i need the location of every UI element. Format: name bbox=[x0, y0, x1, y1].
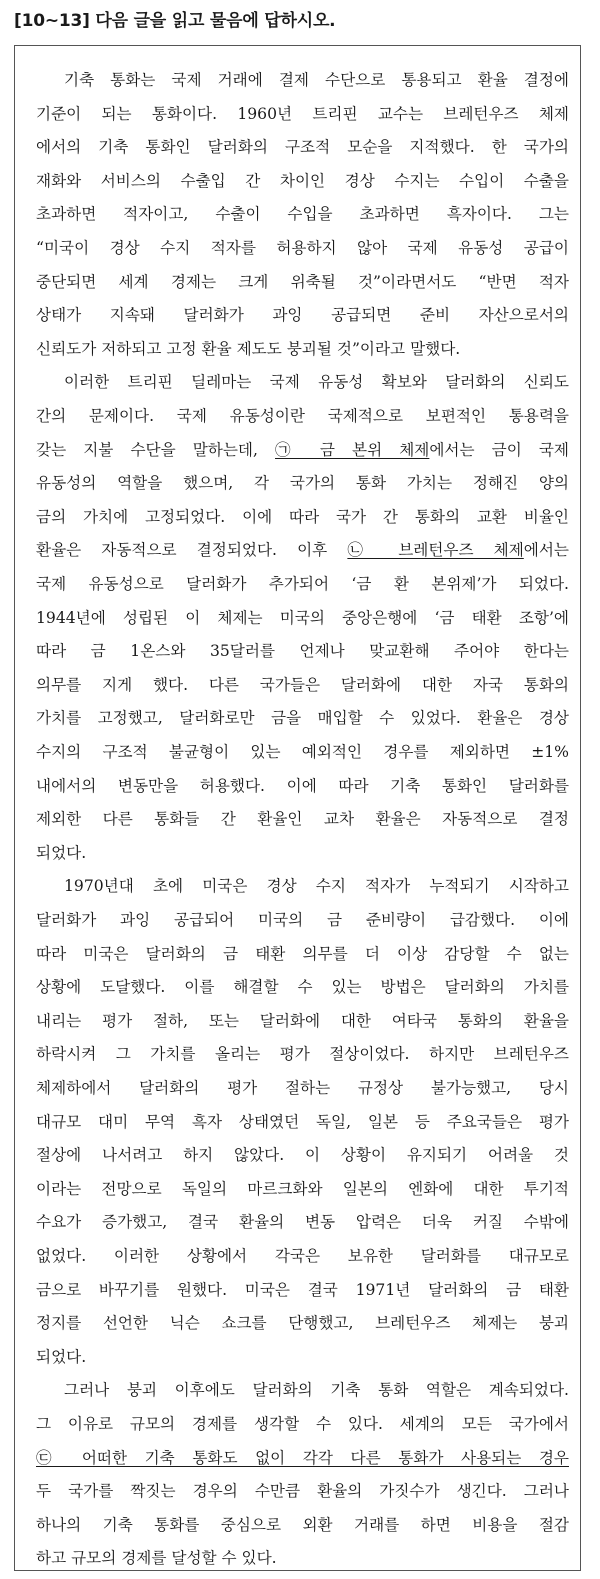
passage-line: 대규모 대미 무역 흑자 상태였던 독일, 일본 등 주요국들은 평가 bbox=[36, 1112, 569, 1131]
passage-line: 유동성의 역할을 했으며, 각 국가의 통화 가치는 정해진 양의 bbox=[36, 474, 569, 493]
passage-line: 상황에 도달했다. 이를 해결할 수 있는 방법은 달러화의 가치를 bbox=[36, 978, 569, 997]
passage-line: 금으로 바꾸기를 원했다. 미국은 결국 1971년 달러화의 금 태환 bbox=[36, 1280, 569, 1299]
passage-line: 체제하에서 달러화의 평가 절하는 규정상 불가능했고, 당시 bbox=[36, 1079, 569, 1097]
passage-line: 내에서의 변동만을 허용했다. 이에 따라 기축 통화인 달러화를 bbox=[36, 776, 569, 795]
passage-line: 환율은 자동적으로 결정되었다. 이후 ㉡ 브레턴우즈 체제에서는 bbox=[36, 541, 569, 560]
passage-line: 이러한 트리핀 딜레마는 국제 유동성 확보와 달러화의 신뢰도 bbox=[64, 373, 569, 392]
passage-line: 하고 규모의 경제를 달성할 수 있다. bbox=[36, 1549, 277, 1568]
passage-line: 국제 유동성으로 달러화가 추가되어 ‘금 환 본위제’가 되었다. bbox=[36, 575, 569, 593]
passage-line: 갖는 지불 수단을 말하는데, ㉠ 금 본위 체제에서는 금이 국제 bbox=[36, 440, 569, 459]
underlined-phrase: ㉡ 브레턴우즈 체제 bbox=[347, 541, 524, 560]
underlined-phrase: ㉠ 금 본위 체제 bbox=[275, 440, 430, 459]
passage-line: 따라 금 1온스와 35달러를 언제나 맞교환해 주어야 한다는 bbox=[36, 642, 569, 661]
passage-line: 중단되면 세계 경제는 크게 위축될 것”이라면서도 “반면 적자 bbox=[36, 272, 569, 291]
passage-line: 가치를 고정했고, 달러화로만 금을 매입할 수 있었다. 환율은 경상 bbox=[36, 709, 569, 728]
passage-line: 초과하면 적자이고, 수출이 수입을 초과하면 흑자이다. 그는 bbox=[36, 205, 569, 224]
passage-line: 하락시켜 그 가치를 올리는 평가 절상이었다. 하지만 브레턴우즈 bbox=[36, 1045, 569, 1064]
passage-line: 달러화가 과잉 공급되어 미국의 금 준비량이 급감했다. 이에 bbox=[36, 911, 569, 929]
passage-line: 1944년에 성립된 이 체제는 미국의 중앙은행에 ‘금 태환 조항’에 bbox=[36, 608, 569, 627]
passage-line: 수요가 증가했고, 결국 환율의 변동 압력은 더욱 커질 수밖에 bbox=[36, 1213, 569, 1232]
passage-line: 수지의 구조적 불균형이 있는 예외적인 경우를 제외하면 ±1% bbox=[36, 743, 569, 761]
passage-line: 두 국가를 짝짓는 경우의 수만큼 환율의 가짓수가 생긴다. 그러나 bbox=[36, 1482, 569, 1501]
question-header: [10~13] 다음 글을 읽고 물음에 답하시오. bbox=[14, 11, 336, 31]
passage-line: 에서의 기축 통화인 달러화의 구조적 모순을 지적했다. 한 국가의 bbox=[36, 138, 569, 157]
passage-line: 따라 미국은 달러화의 금 태환 의무를 더 이상 감당할 수 없는 bbox=[36, 944, 569, 963]
passage-line: 내리는 평가 절하, 또는 달러화에 대한 여타국 통화의 환율을 bbox=[36, 1011, 569, 1030]
passage-line: 그러나 붕괴 이후에도 달러화의 기축 통화 역할은 계속되었다. bbox=[64, 1381, 569, 1400]
underlined-phrase: ㉢ 어떠한 기축 통화도 없이 각각 다른 통화가 사용되는 경우 bbox=[36, 1448, 569, 1467]
passage-line: 절상에 나서려고 하지 않았다. 이 상황이 유지되기 어려울 것 bbox=[36, 1146, 569, 1165]
passage-line: 그 이유로 규모의 경제를 생각할 수 있다. 세계의 모든 국가에서 bbox=[36, 1415, 569, 1433]
passage-line: 금의 가치에 고정되었다. 이에 따라 국가 간 통화의 교환 비율인 bbox=[36, 507, 569, 526]
passage-line: 제외한 다른 통화들 간 환율인 교차 환율은 자동적으로 결정 bbox=[36, 810, 569, 829]
passage-line: 상태가 지속돼 달러화가 과잉 공급되면 준비 자산으로서의 bbox=[36, 306, 569, 325]
passage-line: 신뢰도가 저하되고 고정 환율 제도도 붕괴될 것”이라고 말했다. bbox=[36, 339, 461, 358]
passage-line: 되었다. bbox=[36, 1347, 87, 1366]
passage-line: 되었다. bbox=[36, 843, 87, 862]
passage-line: 1970년대 초에 미국은 경상 수지 적자가 누적되기 시작하고 bbox=[64, 877, 569, 896]
passage-line: 의무를 지게 했다. 다른 국가들은 달러화에 대한 자국 통화의 bbox=[36, 675, 569, 694]
passage-line: 간의 문제이다. 국제 유동성이란 국제적으로 보편적인 통용력을 bbox=[36, 407, 569, 425]
passage-line: “미국이 경상 수지 적자를 허용하지 않아 국제 유동성 공급이 bbox=[36, 239, 569, 257]
passage-line: 없었다. 이러한 상황에서 각국은 보유한 달러화를 대규모로 bbox=[36, 1247, 569, 1265]
passage-line: 기축 통화는 국제 거래에 결제 수단으로 통용되고 환율 결정에 bbox=[64, 71, 569, 89]
passage-line: 이라는 전망으로 독일의 마르크화와 일본의 엔화에 대한 투기적 bbox=[36, 1179, 569, 1198]
passage-line: 하나의 기축 통화를 중심으로 외환 거래를 하면 비용을 절감 bbox=[36, 1515, 569, 1534]
passage-line: 정지를 선언한 닉슨 쇼크를 단행했고, 브레턴우즈 체제는 붕괴 bbox=[36, 1314, 569, 1333]
passage-line: 기준이 되는 통화이다. 1960년 트리핀 교수는 브레턴우즈 체제 bbox=[36, 104, 569, 123]
passage-line: 재화와 서비스의 수출입 간 차이인 경상 수지는 수입이 수출을 bbox=[36, 171, 569, 190]
passage-line bbox=[36, 1443, 569, 1473]
